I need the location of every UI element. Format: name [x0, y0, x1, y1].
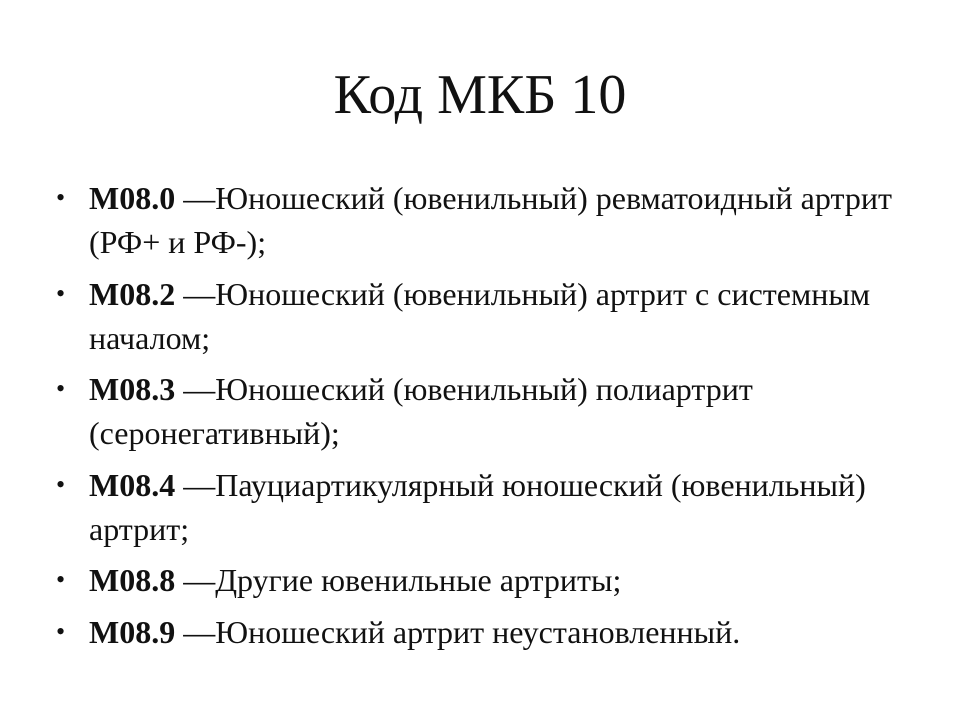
- icd-description: —Юношеский (ювенильный) полиартрит (серонегативный);: [89, 371, 753, 451]
- bullet-icon: •: [56, 565, 66, 594]
- list-item: [56, 176, 916, 264]
- list-item: [56, 610, 916, 654]
- bullet-icon: •: [56, 616, 66, 646]
- bullet-icon: •: [56, 469, 66, 499]
- icd-description: —Юношеский артрит неустановленный.: [175, 613, 741, 650]
- list-item: [56, 463, 916, 551]
- icd-code-list: [56, 176, 916, 661]
- bullet-icon: •: [56, 374, 66, 403]
- icd-description: —Юношеский (ювенильный) артрит с системным началом;: [89, 275, 871, 356]
- icd-code: M08.4: [89, 466, 176, 503]
- slide-title: Код МКБ 10: [333, 64, 627, 126]
- icd-description: —Пауциартикулярный юношеский (ювенильный) артрит;: [89, 466, 866, 547]
- icd-code: M08.0: [89, 180, 176, 216]
- list-item: [56, 272, 916, 360]
- list-item: [56, 558, 916, 602]
- bullet-icon: •: [56, 183, 66, 212]
- icd-code: M08.3: [89, 371, 176, 407]
- icd-description: —Другие ювенильные артриты;: [175, 562, 622, 598]
- icd-code: M08.9: [89, 613, 176, 650]
- bullet-icon: •: [56, 278, 66, 308]
- list-item: [56, 367, 916, 455]
- icd-code: M08.2: [89, 275, 176, 312]
- icd-code: M08.8: [89, 562, 176, 598]
- icd-description: —Юношеский (ювенильный) ревматоидный артрит (РФ+ и РФ-);: [89, 180, 892, 260]
